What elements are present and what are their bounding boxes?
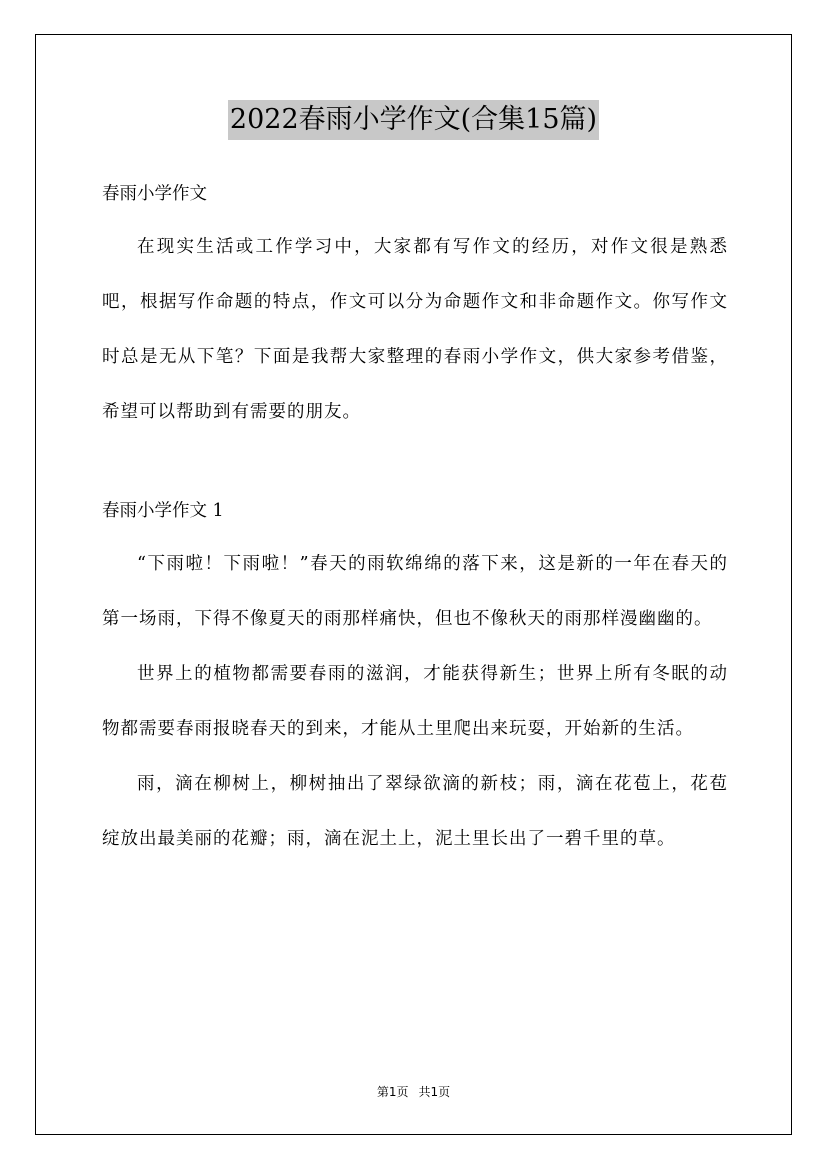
- page-number: 第1页: [376, 1085, 409, 1099]
- essay-paragraph: 雨，滴在柳树上，柳树抽出了翠绿欲滴的新枝；雨，滴在花苞上，花苞绽放出最美丽的花瓣；雨，滴在泥土上，泥土里长出了一碧千里的草。: [102, 774, 728, 849]
- section-heading: 春雨小学作文: [102, 184, 207, 204]
- essay-paragraph: “下雨啦！下雨啦！”春天的雨软绵绵的落下来，这是新的一年在春天的第一场雨，下得不像夏天的雨那样痛快，但也不像秋天的雨那样漫幽幽的。: [102, 554, 728, 629]
- essay-paragraph: 世界上的植物都需要春雨的滋润，才能获得新生；世界上所有冬眠的动物都需要春雨报晓春天的到来，才能从土里爬出来玩耍，开始新的生活。: [102, 664, 728, 739]
- document-body: [102, 178, 728, 867]
- essay-heading: 春雨小学作文 1: [102, 501, 224, 521]
- page-total: 共1页: [418, 1085, 451, 1099]
- intro-paragraph: 在现实生活或工作学习中，大家都有写作文的经历，对作文很是熟悉吧，根据写作命题的特点，作文可以分为命题作文和非命题作文。你写作文时总是无从下笔？下面是我帮大家整理的春雨小学作文，供大家参考借鉴，希望可以帮助到有需要的朋友。: [102, 237, 728, 422]
- title-container: [0, 100, 827, 140]
- page-footer: [0, 1084, 827, 1100]
- document-title: 2022春雨小学作文(合集15篇): [228, 100, 599, 140]
